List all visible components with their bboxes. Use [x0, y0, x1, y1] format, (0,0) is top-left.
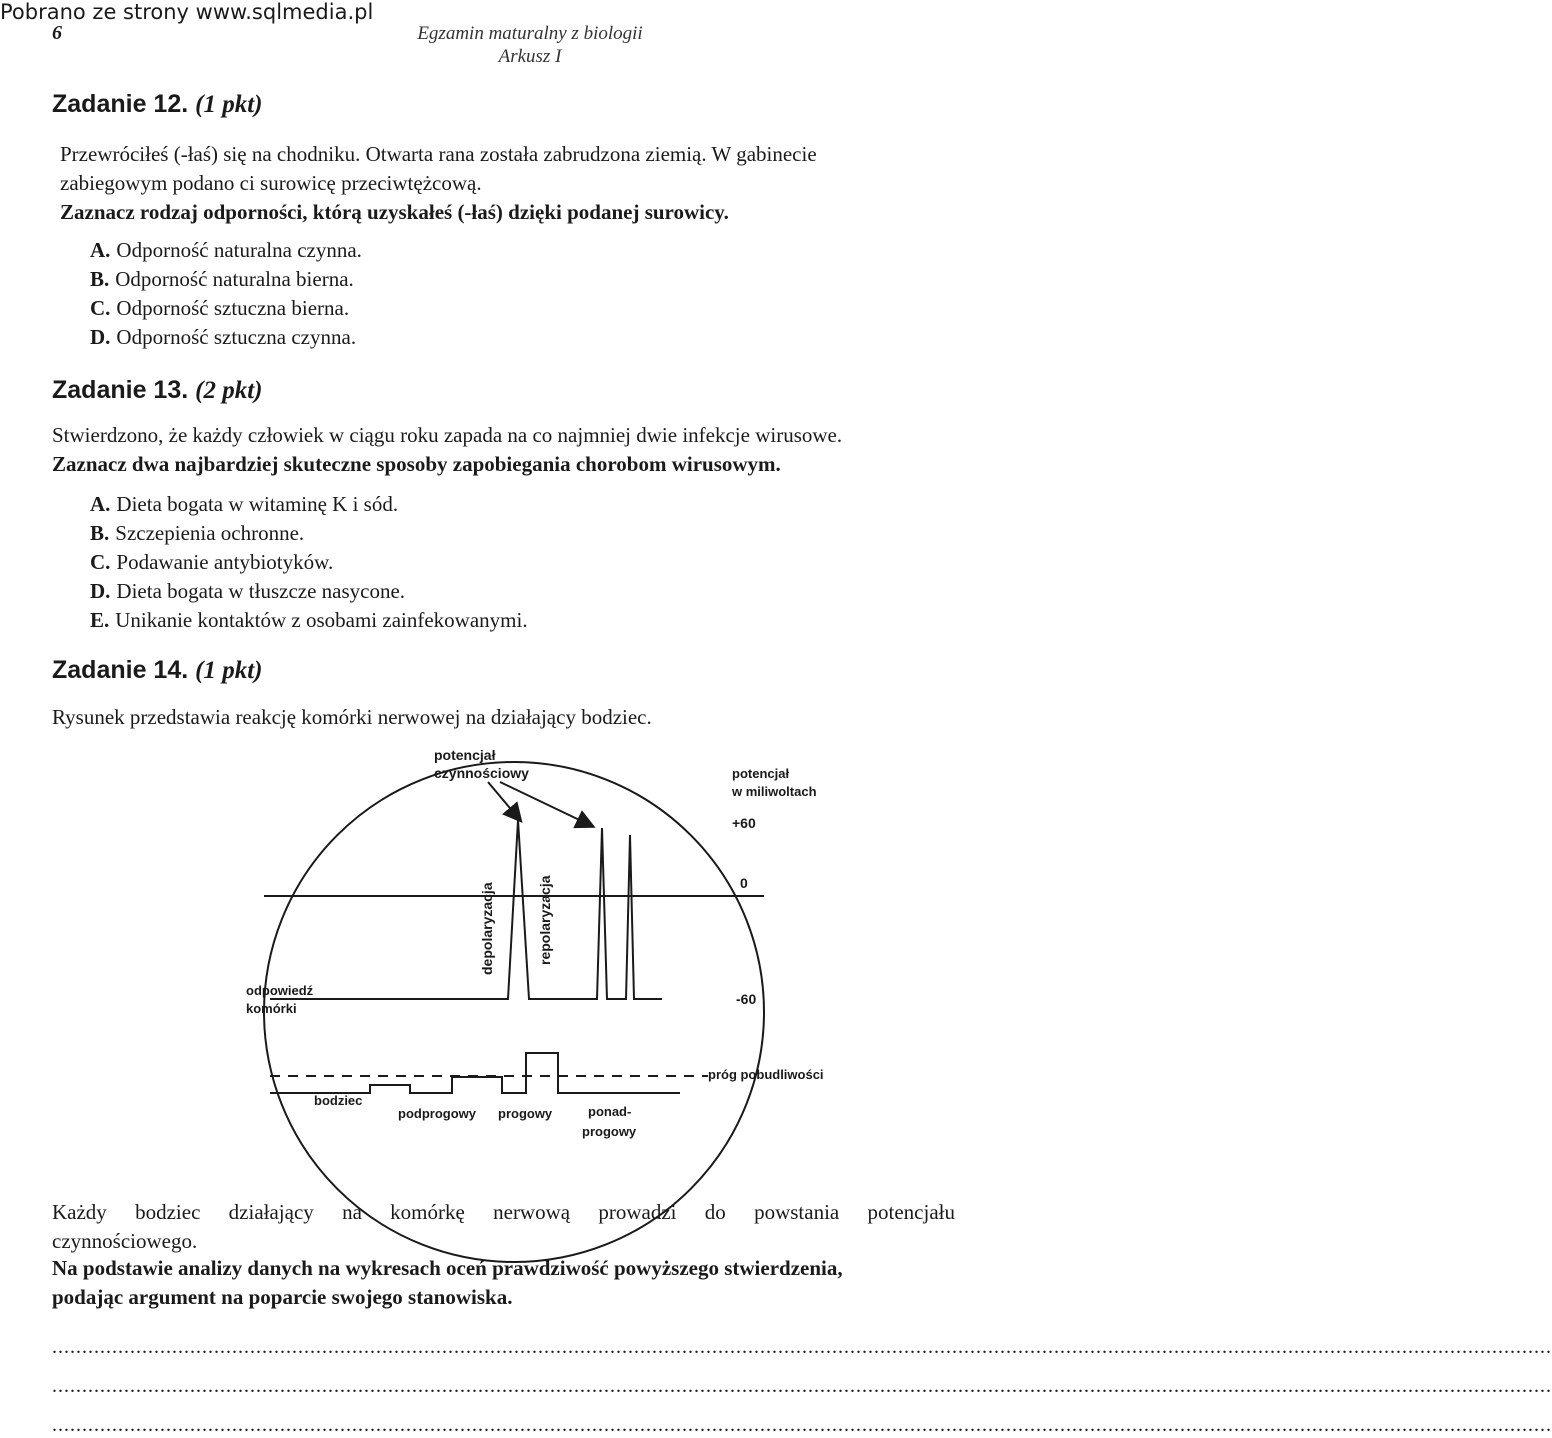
response-trace [270, 820, 662, 999]
option-text: Podawanie antybiotyków. [116, 550, 334, 574]
task12-heading [52, 90, 262, 119]
option-letter: A. [90, 492, 111, 516]
option-text: Odporność sztuczna czynna. [116, 325, 357, 349]
task13-points: (2 pkt) [195, 377, 263, 404]
sheet-title: Arkusz I [498, 46, 562, 67]
option-text: Odporność sztuczna bierna. [116, 296, 350, 320]
option-letter: C. [90, 550, 111, 574]
stimulus-trace [270, 1053, 680, 1093]
task14-intro: Rysunek przedstawia reakcję komórki nerwowej na działający bodziec. [52, 705, 652, 729]
task13-option-c[interactable] [90, 548, 528, 577]
task13-instruction: Zaznacz dwa najbardziej skuteczne sposoby zapobiegania chorobom wirusowym. [52, 452, 781, 476]
task14-instruction-line1: Na podstawie analizy danych na wykresach oceń prawdziwość powyższego stwierdzenia, [52, 1256, 843, 1280]
task12-intro-line2: zabiegowym podano ci surowicę przeciwtężcową. [60, 171, 482, 195]
task12-option-b[interactable] [90, 265, 362, 294]
option-text: Dieta bogata w witaminę K i sód. [116, 492, 399, 516]
task12-intro [60, 140, 960, 227]
option-text: Odporność naturalna bierna. [115, 267, 354, 291]
label-cell-response-2: komórki [246, 1001, 297, 1016]
option-letter: B. [90, 521, 110, 545]
task13-title: Zadanie 13. [52, 376, 189, 404]
label-action-potential-1: potencjał [434, 747, 496, 763]
option-letter: D. [90, 579, 111, 603]
task14-statement-line1: Każdy bodziec działający na komórkę nerwową prowadzi do powstania potencjału [52, 1200, 955, 1224]
task12-points: (1 pkt) [195, 91, 263, 118]
tick-minus60: -60 [736, 991, 757, 1007]
arrow-to-ap2 [500, 782, 592, 826]
label-potential-2: w miliwoltach [732, 784, 817, 799]
running-header [330, 22, 730, 68]
label-suprathreshold-1: ponad- [588, 1104, 632, 1119]
answer-line-2[interactable]: .......................................................................................................................................................................................................................................................... [52, 1375, 1552, 1397]
arrow-to-ap1 [488, 782, 520, 820]
option-text: Odporność naturalna czynna. [116, 238, 362, 262]
label-threshold-stim: progowy [498, 1106, 553, 1121]
task12-option-d[interactable] [90, 323, 362, 352]
task13-options [90, 490, 528, 635]
label-subthreshold: podprogowy [398, 1106, 476, 1121]
task12-option-a[interactable] [90, 236, 362, 265]
label-repolarization: repolaryzacja [537, 875, 553, 965]
oscilloscope-circle [264, 762, 764, 1262]
nerve-response-diagram [230, 740, 840, 1150]
label-depolarization: depolaryzacja [479, 882, 495, 975]
label-potential-1: potencjał [732, 766, 790, 781]
task13-option-d[interactable] [90, 577, 528, 606]
task12-instruction: Zaznacz rodzaj odporności, którą uzyskałeś (-łaś) dzięki podanej surowicy. [60, 200, 729, 224]
option-letter: E. [90, 608, 110, 632]
label-suprathreshold-2: progowy [582, 1124, 637, 1139]
option-text: Szczepienia ochronne. [115, 521, 305, 545]
label-action-potential-2: czynnościowy [434, 765, 529, 781]
page-number: 6 [52, 22, 62, 44]
task12-options [90, 236, 362, 352]
task14-statement-line2: czynnościowego. [52, 1229, 198, 1253]
task13-intro-line: Stwierdzono, że każdy człowiek w ciągu roku zapada na co najmniej dwie infekcje wirusowe. [52, 423, 843, 447]
task12-title: Zadanie 12. [52, 90, 189, 118]
task14-instruction-line2: podając argument na poparcie swojego stanowiska. [52, 1285, 513, 1309]
task13-intro [52, 421, 952, 479]
watermark-text: Pobrano ze strony www.sqlmedia.pl [0, 0, 374, 24]
tick-plus60: +60 [732, 815, 756, 831]
label-stimulus: bodziec [314, 1093, 363, 1108]
option-letter: D. [90, 325, 111, 349]
label-threshold: próg pobudliwości [708, 1067, 824, 1082]
task13-option-e[interactable] [90, 606, 528, 635]
task13-heading [52, 376, 262, 405]
task12-option-c[interactable] [90, 294, 362, 323]
option-text: Dieta bogata w tłuszcze nasycone. [116, 579, 406, 603]
option-letter: C. [90, 296, 111, 320]
exam-title: Egzamin maturalny z biologii [417, 23, 643, 44]
task14-statement [52, 1198, 955, 1256]
task14-points: (1 pkt) [195, 657, 263, 684]
option-letter: A. [90, 238, 111, 262]
task14-instruction [52, 1254, 955, 1312]
task14-title: Zadanie 14. [52, 656, 189, 684]
option-letter: B. [90, 267, 110, 291]
task13-option-b[interactable] [90, 519, 528, 548]
task13-option-a[interactable] [90, 490, 528, 519]
answer-line-3[interactable]: .......................................................................................................................................................................................................................................................... [52, 1414, 1552, 1436]
tick-zero: 0 [740, 875, 748, 891]
task12-intro-line1: Przewróciłeś (-łaś) się na chodniku. Otwarta rana została zabrudzona ziemią. W gabinecie [60, 142, 817, 166]
option-text: Unikanie kontaktów z osobami zainfekowanymi. [115, 608, 528, 632]
label-cell-response-1: odpowiedź [246, 983, 314, 998]
task14-heading [52, 656, 262, 685]
answer-line-1[interactable]: .......................................................................................................................................................................................................................................................... [52, 1336, 1552, 1358]
